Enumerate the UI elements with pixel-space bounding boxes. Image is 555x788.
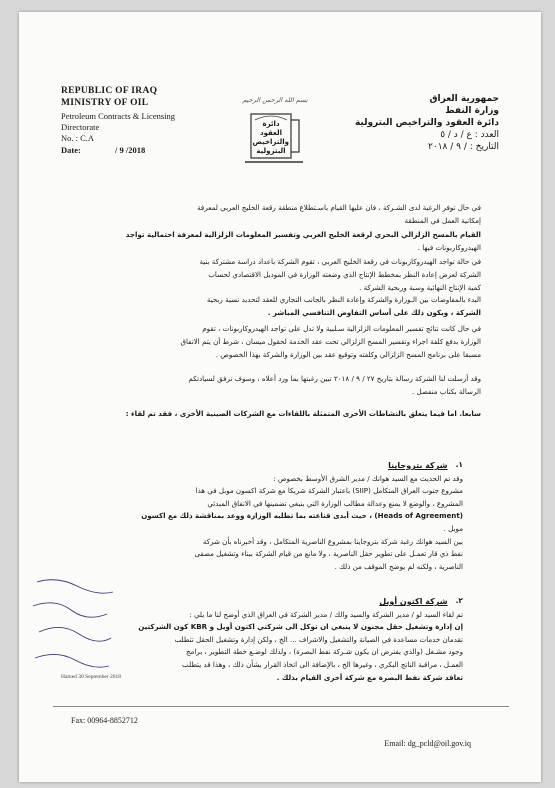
paragraph-4: [77, 323, 481, 361]
logo-text: [253, 120, 289, 156]
section-petrochina-title: شركة بتروجاينا: [388, 461, 448, 470]
section-petrochina-line-6: بين السيد هوانك رغبة شركة بتروجاينا بمشروع الناصرية المتكامل ، وقد أخبرناه بأن شركة: [202, 536, 463, 546]
logo-text-line3: البترولية: [256, 147, 286, 155]
section-petrochina-heading: [59, 460, 463, 473]
letter-paragraph: [77, 373, 481, 398]
paragraph-1: [77, 202, 481, 227]
section-petrochina-line-3: المشروع ، والوضع لا يمنع وعدالة مطالب الوزارة التي ينبغي تضمينها في الاتفاق المبدئي: [207, 498, 463, 508]
letter-paragraph-line-1: وقد أرسلت لنا الشركة رسالة بتاريخ ٢٧ / ٩ / ٢٠١٨ تبين رغبتها بما ورد أعلاه ، وسوف نرفق لسيادتكم: [188, 374, 481, 384]
paragraph-1-line-2: إمكانية العمل في المنطقة: [404, 215, 481, 225]
header-en-republic: REPUBLIC OF IRAQ: [61, 86, 158, 96]
header-ar-republic: جمهورية العراق: [429, 94, 499, 104]
received-stamp: Hamed 30 September 2018: [61, 674, 122, 680]
paragraph-1-line-1: في حال توفر الرغبة لدى الشـركة ، فان عليها القيام باسـتطلاع منطقة رقعة الخليج العربي لمعرفة: [197, 203, 481, 212]
paragraph-2-line-1: القيام بالمسح الزلزالي البحري لرقعة الخليج العربي وتفسير المعلومات الزلزالية لمعرفة احتمالية تواجد: [125, 230, 481, 240]
bismillah-text: بسم الله الرحمن الرحيم: [242, 96, 308, 104]
section-anton-oil-line-5: العمـل ، مراقبة الناتج البكري ، وغيرها الخ ، بالإضافة الى اتخاذ القرار بشأن ذلك ، وهذا قد يتطلب: [182, 659, 463, 669]
paragraph-2-line-2: الهيدروكاربونات فيها .: [417, 242, 481, 252]
footer-fax: Fax: 00964-8852712: [71, 716, 138, 725]
header-en-date-value: / 9 /2018: [115, 145, 146, 155]
body-block-1: [77, 202, 481, 421]
footer-divider: [53, 706, 509, 707]
handwritten-annotation-icon: [27, 572, 117, 682]
paragraph-3-line-2: الشركة لعرض إعادة النظر بمخطط الإنتاج الذي وضعته الوزارة في الموديل الاقتصادي لحساب: [208, 269, 481, 279]
section-anton-oil-line-3: تقدمان خدمات مساعدة في الصيانة والتشغيل والاشراف ... الخ ، ولكن إدارة وتشغيل الحقل تتطلب: [174, 634, 463, 644]
letter-paragraph-line-2: الرسالة بكتاب منفصل .: [411, 386, 481, 396]
section-petrochina-line-4: (Heads of Agreement) ، حيث أبدى قناعته بما تطلبه الوزارة ووعد بمناقشة ذلك مع اكسون: [141, 511, 463, 521]
section-petrochina-line-8: الناصرية ، ولكنه لم يوضح الموقف من ذلك .: [334, 561, 463, 571]
section-petrochina-line-1: وقد تم الحديث مع السيد هوانك / مدير الشرق الأوسط بخصوص :: [273, 473, 463, 483]
header-en-directorate-line1: Petroleum Contracts & Licensing: [61, 111, 176, 121]
header-en-number: No. : C.A: [61, 133, 95, 143]
section-petrochina-line-7: نفط ذي قار تعمـل على تطوير حقل الناصرية ، ولا مانع من قيام الشركة ببناء وتشغيل مصفى: [194, 549, 463, 559]
section-anton-oil-line-4: وجود مشـغل (والذي يفترض ان يكون شـركة نفط البصرة) ، ولذلك لوضـع خطة التطوير ، برامج: [185, 647, 463, 657]
document-page: [19, 12, 541, 782]
header-en-directorate-line2: Directorate: [61, 122, 100, 132]
footer-email: Email: dg_pcld@oil.gov.iq: [384, 739, 471, 748]
section-petrochina-line-5: موبل .: [443, 523, 463, 533]
paragraph-3-line-5: الشركة ، ويكون ذلك على أساس التفاوض التنافسي المباشر .: [267, 307, 481, 317]
paragraph-3-line-4: البدء بالمفاوضات بين الـوزارة والشركة وإعادة النظر بالجانب التجاري للعقد لتحديد نسبة ربحية: [206, 295, 481, 305]
paragraph-4-line-1: في حال كانت نتائج تفسير المعلومات الزلزالية سـلبية ولا تدل على تواجد الهيدروكاربونات ، تقوم: [202, 324, 481, 334]
section-anton-oil-line-6: تعاقد شركة نفط البصرة مع شركة أخرى القيام بذلك .: [276, 672, 463, 682]
section-anton-oil-title: شركة اكتون أويل: [379, 597, 448, 606]
header-en-ministry: MINISTRY OF OIL: [61, 98, 149, 108]
logo-text-line2: والتراخيص: [252, 138, 289, 146]
header-ar-ministry: وزارة النفط: [445, 106, 499, 116]
section-petrochina-number: ١.: [455, 460, 463, 469]
section-anton-oil-line-2: إن إدارة وتشغيل حقل مجنون لا ينبغي ان توكل الى شركتي اكتون أويل و KBR كون الشركتين: [138, 622, 463, 632]
paragraph-4-line-2: الوزارة بدفع كلفة اجراء وتفسير المسح الزلزالي تحت عقد الخدمة لحقول ميسان ، شرط أن يتم الاتفاق: [180, 336, 481, 346]
logo-text-line1: دائرة العقود: [260, 120, 282, 137]
section-petrochina-line-2: مشروع جنوب العراق المتكامل (SIIP) باعتبار الشركة شريكا مع شركة اكسون موبل في هذا: [195, 486, 463, 496]
paragraph-3-line-3: كمية الإنتاج النهائية وسبة وربحية الشركة .: [359, 282, 481, 292]
paragraph-2: [77, 229, 481, 254]
section-petrochina: [59, 460, 463, 573]
seventh-paragraph: [77, 408, 481, 421]
header-ar-number: العدد : ع / د / ٥: [440, 130, 499, 140]
ministry-logo: [231, 96, 319, 168]
header-ar-date: التاريخ : / ٩ / ٢٠١٨: [428, 142, 499, 152]
seventh-paragraph-line-1: سابعا. اما فيما يتعلق بالنشاطات الأخرى المتمثلة باللقاءات مع الشركات الصينية الأخرى ، فقد تم لقاء :: [125, 409, 481, 419]
section-anton-oil-number: ٢.: [455, 596, 463, 605]
section-anton-oil-heading: [59, 596, 463, 609]
header-ar-directorate: دائرة العقود والتراخيص البترولية: [354, 118, 499, 128]
header-en-date-label: Date:: [61, 145, 81, 155]
paragraph-3: [77, 256, 481, 319]
paragraph-3-line-1: في حالة تواجد الهيدروكاربونات في رقعة الخليج العربي ، تقوم الشركة باعداد دراسة مشتركة بنية: [199, 257, 481, 267]
section-anton-oil: [59, 596, 463, 684]
section-anton-oil-line-1: تم لقاء السيد لو / مدير الشركة والسيد والك / مدير الشركة في العراق الذي أوضح لنا ما يلي :: [189, 609, 463, 619]
paragraph-4-line-3: مسبقا على برنامج المسح الزلزالي وكلفته وتوقيع عقد بين الوزارة والشركة بهذا الخصوص .: [215, 349, 481, 359]
